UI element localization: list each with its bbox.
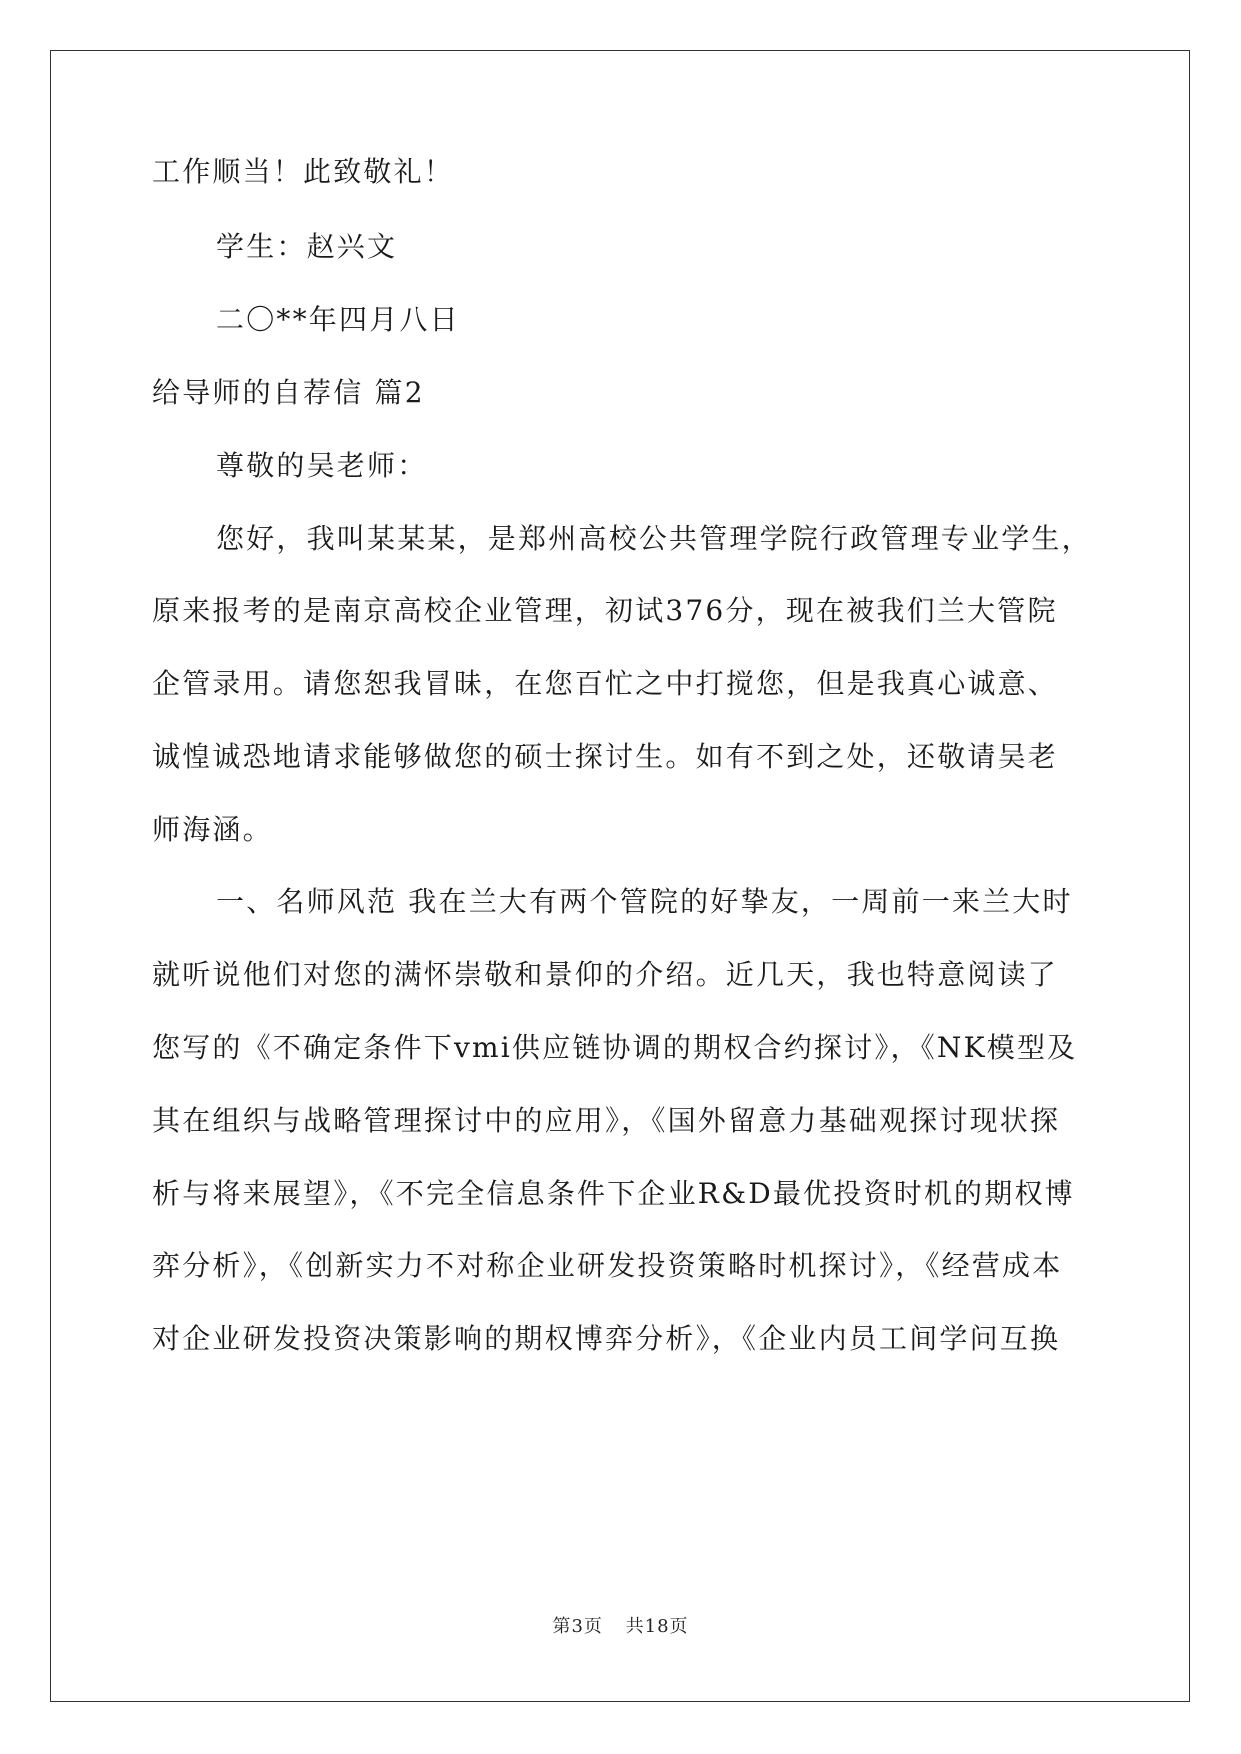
text-line: 师海涵。 [152,813,273,846]
text-line: 学生：赵兴文 [216,230,398,263]
text-line: 二〇**年四月八日 [216,303,460,336]
text-line: 原来报考的是南京高校企业管理，初试376分，现在被我们兰大管院 [152,594,1058,627]
text-line: 其在组织与战略管理探讨中的应用》，《国外留意力基础观探讨现状探 [152,1104,1061,1137]
text-line: 析与将来展望》，《不完全信息条件下企业R&D最优投资时机的期权博 [152,1177,1075,1210]
text-line: 弈分析》，《创新实力不对称企业研发投资策略时机探讨》，《经营成本 [152,1249,1063,1282]
page-number: 第3页 [552,1616,603,1637]
page-border [50,50,1190,1702]
text-line: 您写的《不确定条件下vmi供应链协调的期权合约探讨》，《NK模型及 [152,1031,1078,1064]
text-line: 对企业研发投资决策影响的期权博弈分析》，《企业内员工间学问互换 [152,1322,1061,1355]
text-line: 诚惶诚恐地请求能够做您的硕士探讨生。如有不到之处，还敬请吴老 [152,740,1059,773]
page-total: 共18页 [625,1616,689,1637]
text-line: 您好，我叫某某某，是郑州高校公共管理学院行政管理专业学生， [216,522,1092,555]
text-line: 就听说他们对您的满怀崇敬和景仰的介绍。近几天，我也特意阅读了 [152,958,1059,991]
section-heading: 给导师的自荐信 篇2 [152,376,425,409]
page-footer [0,1612,1241,1638]
text-line: 工作顺当！此致敬礼！ [152,155,455,188]
text-line: 企管录用。请您恕我冒昧，在您百忙之中打搅您，但是我真心诚意、 [152,667,1059,700]
text-line: 一、名师风范 我在兰大有两个管院的好挚友，一周前一来兰大时 [216,885,1073,918]
salutation: 尊敬的吴老师： [216,449,428,482]
